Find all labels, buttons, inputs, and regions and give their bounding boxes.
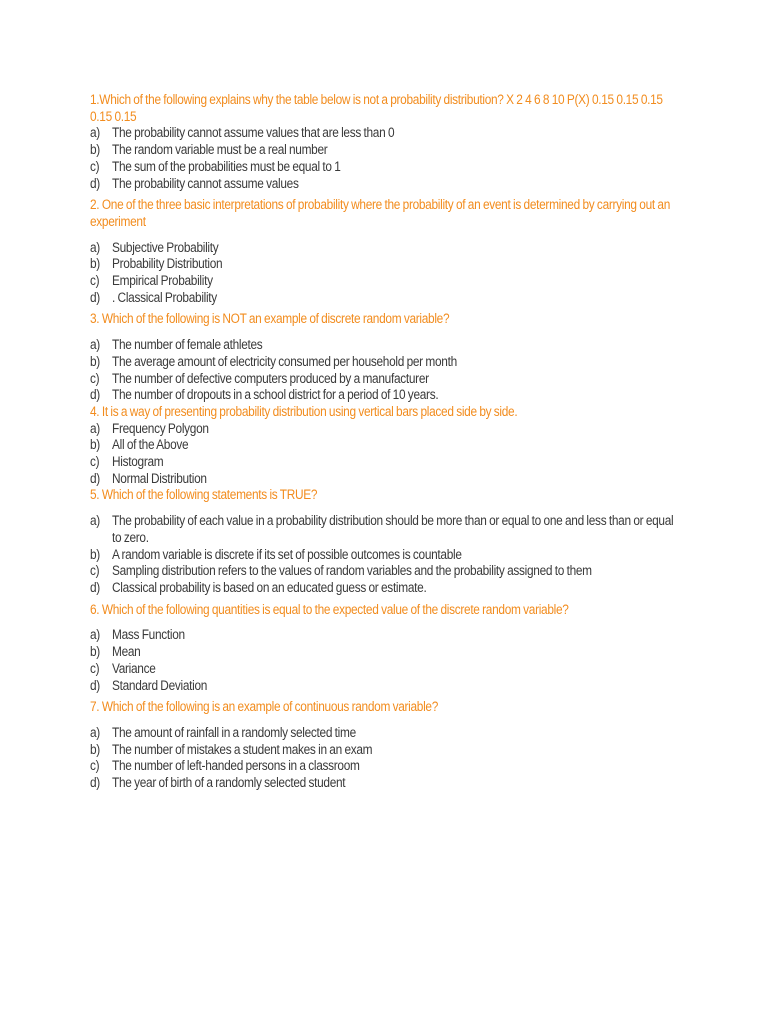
- option-letter: a): [90, 513, 100, 529]
- option-letter: c): [90, 158, 100, 174]
- option-letter: c): [90, 370, 100, 386]
- option-text: The number of dropouts in a school district for a period of 10 years.: [112, 387, 439, 403]
- answer-option: [90, 371, 680, 388]
- answer-option: [90, 580, 680, 597]
- option-letter: c): [90, 454, 100, 470]
- option-text: . Classical Probability: [112, 289, 217, 305]
- option-letter: d): [90, 289, 100, 305]
- option-text: The year of birth of a randomly selected student: [112, 775, 346, 791]
- answer-option: [90, 437, 680, 454]
- answer-option: [90, 547, 680, 564]
- answer-option: [90, 256, 680, 273]
- option-text: The probability cannot assume values: [112, 175, 299, 191]
- answer-option: [90, 678, 680, 695]
- option-letter: d): [90, 677, 100, 693]
- answer-option: [90, 142, 680, 159]
- option-text: The amount of rainfall in a randomly selected time: [112, 724, 356, 740]
- option-text: Mean: [112, 644, 141, 660]
- option-letter: d): [90, 775, 100, 791]
- option-letter: a): [90, 125, 100, 141]
- option-letter: b): [90, 256, 100, 272]
- question-block-4: [90, 404, 680, 488]
- option-text: Sampling distribution refers to the values of random variables and the probability assigned to them: [112, 563, 592, 579]
- option-letter: d): [90, 470, 100, 486]
- option-text: Classical probability is based on an educated guess or estimate.: [112, 579, 427, 595]
- option-letter: b): [90, 741, 100, 757]
- option-text: Empirical Probability: [112, 273, 213, 289]
- answer-option: [90, 775, 680, 792]
- option-letter: a): [90, 627, 100, 643]
- option-letter: d): [90, 175, 100, 191]
- option-text: The probability of each value in a probability distribution should be more than or equal to one and less than or equal to zero.: [112, 513, 674, 545]
- answer-option: [90, 240, 680, 257]
- question-block-6: [90, 602, 680, 695]
- answer-option: [90, 513, 680, 546]
- option-text: The average amount of electricity consumed per household per month: [112, 353, 457, 369]
- option-letter: a): [90, 420, 100, 436]
- answer-option: [90, 387, 680, 404]
- option-text: All of the Above: [112, 437, 189, 453]
- option-letter: b): [90, 142, 100, 158]
- option-letter: d): [90, 579, 100, 595]
- option-text: Subjective Probability: [112, 239, 219, 255]
- option-text: Probability Distribution: [112, 256, 223, 272]
- answer-option: [90, 159, 680, 176]
- answer-option: [90, 471, 680, 488]
- option-text: The random variable must be a real number: [112, 142, 328, 158]
- option-letter: c): [90, 563, 100, 579]
- answer-option: [90, 354, 680, 371]
- question-block-2: [90, 197, 680, 306]
- option-text: The number of female athletes: [112, 337, 263, 353]
- option-letter: c): [90, 758, 100, 774]
- answer-option: [90, 273, 680, 290]
- answer-option: [90, 627, 680, 644]
- option-text: Frequency Polygon: [112, 420, 209, 436]
- answer-option: [90, 758, 680, 775]
- option-letter: c): [90, 660, 100, 676]
- option-letter: a): [90, 337, 100, 353]
- answer-option: [90, 290, 680, 307]
- option-letter: a): [90, 239, 100, 255]
- answer-option: [90, 125, 680, 142]
- answer-option: [90, 337, 680, 354]
- answer-option: [90, 563, 680, 580]
- question-text: 1.Which of the following explains why the table below is not a probability distribution? X 2 4 6 8 10 P(X) 0.15 0.15 0.15 0.15 0.15: [90, 92, 663, 124]
- question-block-3: [90, 311, 680, 404]
- answer-option: [90, 644, 680, 661]
- quiz-document: [90, 92, 680, 792]
- answer-option: [90, 421, 680, 438]
- option-text: The probability cannot assume values that are less than 0: [112, 125, 395, 141]
- option-text: The sum of the probabilities must be equal to 1: [112, 158, 341, 174]
- answer-option: [90, 176, 680, 193]
- option-text: The number of mistakes a student makes in an exam: [112, 741, 373, 757]
- option-text: Variance: [112, 660, 156, 676]
- option-letter: d): [90, 387, 100, 403]
- answer-option: [90, 454, 680, 471]
- option-text: Histogram: [112, 454, 164, 470]
- option-text: The number of defective computers produced by a manufacturer: [112, 370, 429, 386]
- option-letter: b): [90, 644, 100, 660]
- answer-option: [90, 661, 680, 678]
- question-text: 5. Which of the following statements is TRUE?: [90, 487, 318, 503]
- option-text: Mass Function: [112, 627, 185, 643]
- option-letter: b): [90, 437, 100, 453]
- option-text: Normal Distribution: [112, 470, 207, 486]
- answer-option: [90, 725, 680, 742]
- option-letter: a): [90, 724, 100, 740]
- question-text: 6. Which of the following quantities is equal to the expected value of the discrete random variable?: [90, 601, 569, 617]
- question-text: 2. One of the three basic interpretations of probability where the probability of an event is determined by carrying out an experiment: [90, 197, 671, 229]
- question-block-5: [90, 487, 680, 596]
- option-text: The number of left-handed persons in a classroom: [112, 758, 360, 774]
- question-block-7: [90, 699, 680, 792]
- option-letter: b): [90, 353, 100, 369]
- option-text: Standard Deviation: [112, 677, 208, 693]
- question-block-1: [90, 92, 680, 192]
- question-text: 4. It is a way of presenting probability distribution using vertical bars placed side by side.: [90, 403, 518, 419]
- option-letter: c): [90, 273, 100, 289]
- question-text: 7. Which of the following is an example of continuous random variable?: [90, 699, 439, 715]
- option-text: A random variable is discrete if its set of possible outcomes is countable: [112, 546, 462, 562]
- option-letter: b): [90, 546, 100, 562]
- answer-option: [90, 742, 680, 759]
- question-text: 3. Which of the following is NOT an example of discrete random variable?: [90, 311, 450, 327]
